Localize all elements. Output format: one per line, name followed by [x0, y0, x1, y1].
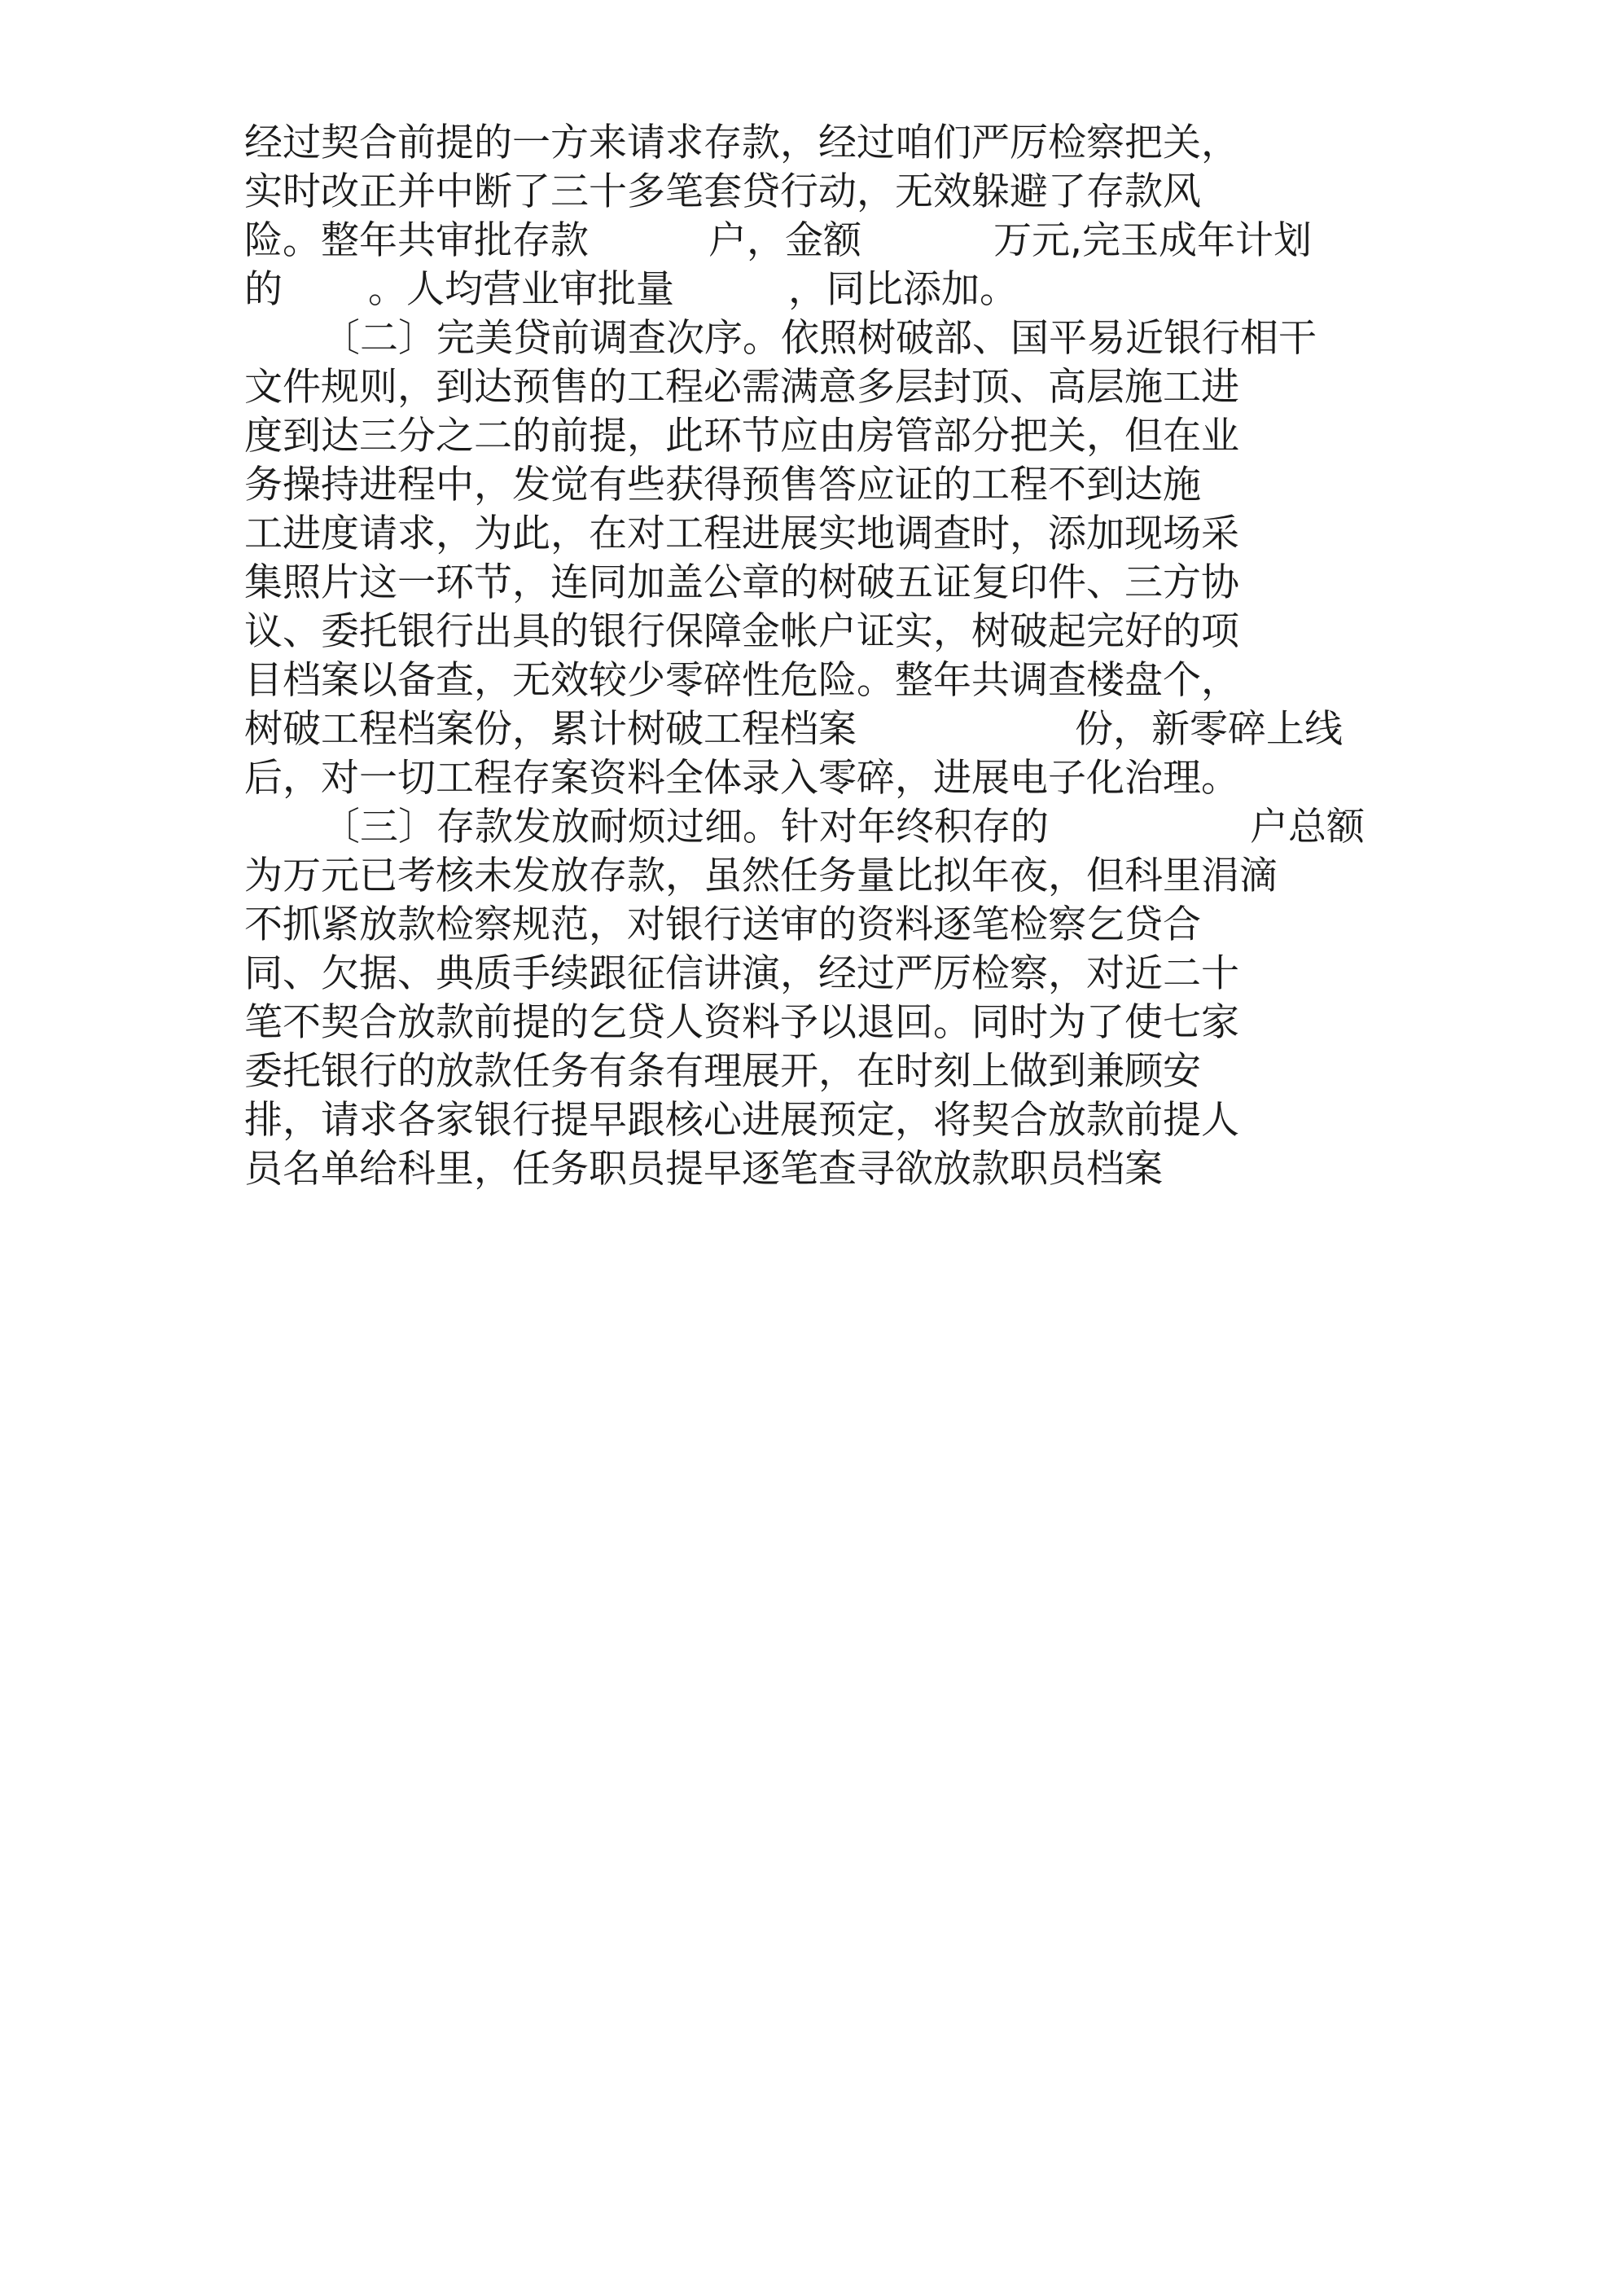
text-segment: 〔三〕存款发放耐烦过细。针对年终积存的: [322, 805, 1049, 849]
text-line-20: 委托银行的放款任务有条有理展开，在时刻上做到兼顾安: [244, 1049, 1201, 1094]
text-segment: 险。整年共审批存款: [244, 218, 589, 263]
text-line-1: 经过契合前提的一方来请求存款，经过咱们严厉检察把关，: [244, 121, 1239, 165]
text-line-6: 文件规则，到达预售的工程必需满意多层封顶、高层施工进: [244, 365, 1239, 410]
text-line-12: 目档案以备查，无效较少零碎性危险。整年共调查楼盘个，: [244, 658, 1239, 703]
text-line-17: 不抓紧放款检察规范，对银行送审的资料逐笔检察乞贷合: [244, 902, 1201, 947]
text-line-21: 排，请求各家银行提早跟核心进展预定，将契合放款前提人: [244, 1098, 1239, 1143]
text-line-2: 实时改正并中断了三十多笔套贷行动，无效躲避了存款风: [244, 169, 1201, 214]
text-line-22: 员名单给科里，任务职员提早逐笔查寻欲放款职员档案: [244, 1147, 1163, 1192]
text-line-7: 度到达三分之二的前提，此环节应由房管部分把关，但在业: [244, 414, 1239, 459]
text-segment: 。人均营业审批量: [368, 267, 674, 312]
text-line-19: 笔不契合放款前提的乞贷人资料予以退回。同时为了使七家: [244, 1000, 1239, 1045]
text-line-9: 工进度请求，为此，在对工程进展实地调查时，添加现场采: [244, 511, 1239, 556]
text-line-14: 后，对一切工程存案资料全体录入零碎，进展电子化治理。: [244, 756, 1239, 801]
text-line-8: 务操持进程中，发觉有些获得预售答应证的工程不到达施: [244, 463, 1201, 507]
text-segment: ，同比添加。: [788, 267, 1018, 312]
text-line-16: 为万元已考核未发放存款，虽然任务量比拟年夜，但科里涓滴: [244, 854, 1278, 898]
text-segment: 的: [244, 267, 283, 312]
text-segment: 户，金额: [708, 218, 861, 263]
text-segment: 万元,完玉成年计划: [993, 218, 1312, 263]
text-line-10: 集照片这一环节，连同加盖公章的树破五证复印件、三方协: [244, 560, 1239, 605]
text-line-5: 〔二〕完美贷前调查次序。依照树破部、国平易近银行相干: [322, 316, 1317, 361]
text-line-11: 议、委托银行出具的银行保障金帐户证实，树破起完好的项: [244, 609, 1239, 654]
text-segment: 户总额: [1250, 805, 1365, 849]
text-segment: 份，新零碎上线: [1075, 707, 1343, 752]
text-line-18: 同、欠据、典质手续跟征信讲演，经过严厉检察，对近二十: [244, 951, 1239, 996]
text-segment: 树破工程档案份，累计树破工程档案: [244, 707, 857, 752]
